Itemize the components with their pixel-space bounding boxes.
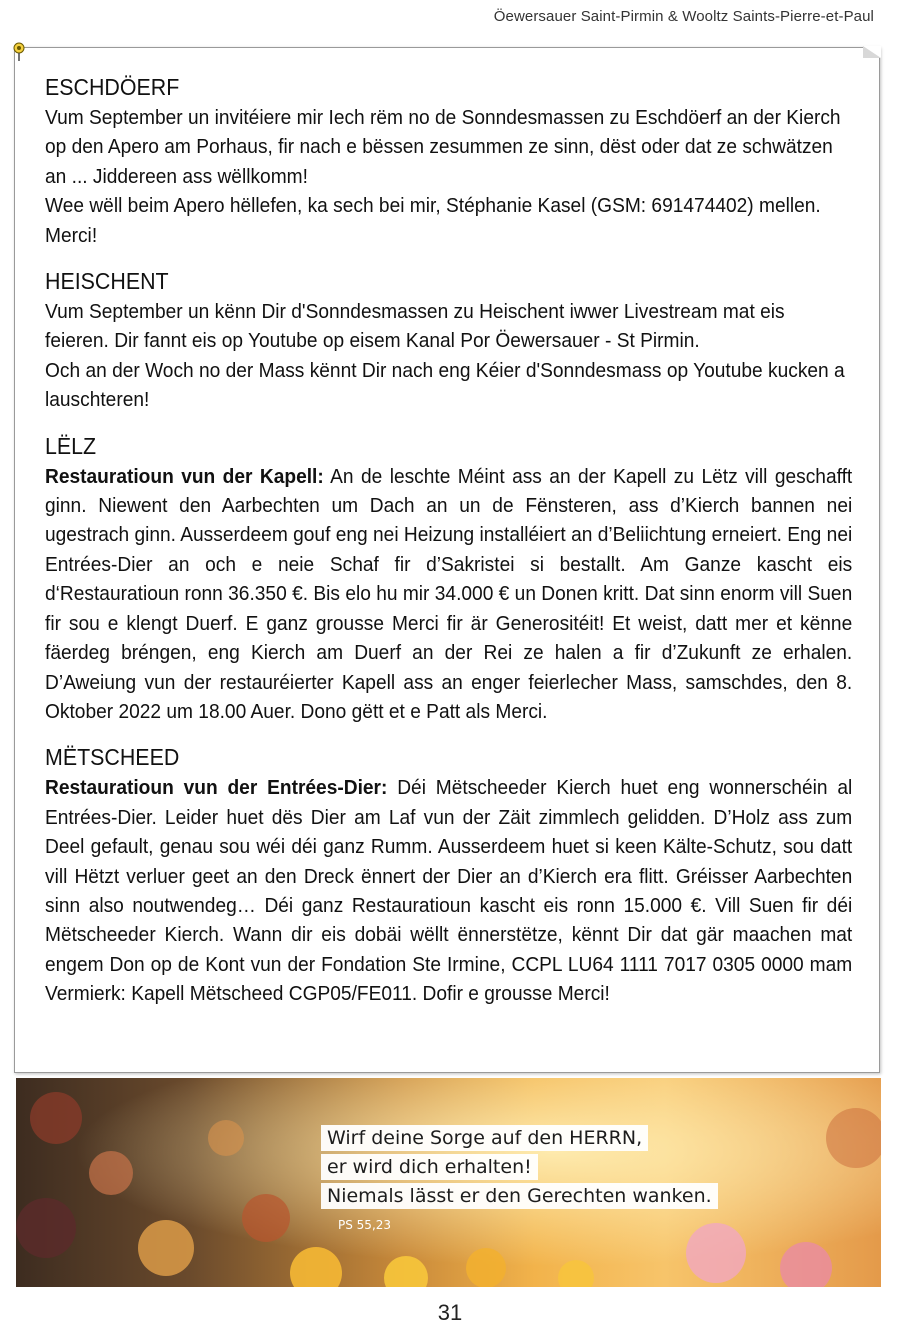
section-eschdoerf: [45, 72, 852, 250]
paragraph: [45, 462, 852, 727]
bible-verse-banner: [16, 1078, 881, 1287]
section-metscheed: [45, 742, 852, 1008]
paragraph-lead: Restauratioun vun der Kapell:: [45, 464, 324, 488]
verse-line: Wirf deine Sorge auf den HERRN,: [321, 1125, 648, 1151]
notice-content: [45, 72, 853, 1025]
notice-card: [14, 47, 880, 1073]
paragraph: Vum September un invitéiere mir Iech rëm no de Sonndesmassen zu Eschdöerf an der Kierch op den Apero am Porhaus, fir nach e bëssen zesummen ze sinn, dëst oder dat ze schwätzen an ... Jiddereen ass wëllkomm!: [45, 106, 841, 188]
section-heading: HEISCHENT: [45, 268, 169, 295]
paragraph-body: An de leschte Méint ass an der Kapell zu Lëtz vill geschafft ginn. Niewent den Aarbechten um Dach an un de Fënsteren, ass d’Kierch bannen nei ugestrach ginn. Ausserdeem gouf eng nei Heizung installéiert an d’Beliichtung erneiert. Eng nei Entrées-Dier an och e neie Schaf fir d’Sakristei si bestallt. Am Ganze kascht eis d‘Restauratioun ronn 36.350 €. Bis elo hu mir 34.000 € un Donen kritt. Dat sinn enorm vill Suen fir sou e klengt Duerf. E ganz grousse Merci fir är Generositéit! Et weist, datt mer et kënne fäerdeg bréngen, eng Kierch am Duerf an der Rei ze halen a fir d’Zukunft ze erhalen. D’Aweiung vun der restauréierter Kapell ass an enger feierlecher Mass, samschdes, den 8. Oktober 2022 um 18.00 Auer. Dono gëtt et e Patt als Merci.: [45, 464, 853, 723]
section-heischent: [45, 266, 852, 415]
paragraph: Och an der Woch no der Mass kënnt Dir nach eng Kéier d'Sonndesmass op Youtube kucken a lauschteren!: [45, 358, 845, 412]
verse-reference: PS 55,23: [338, 1218, 392, 1232]
paragraph: [45, 773, 852, 1008]
page-number: 31: [437, 1300, 463, 1325]
verse-line: Niemals lässt er den Gerechten wanken.: [321, 1183, 718, 1209]
running-header: Öewersauer Saint-Pirmin & Wooltz Saints-Pierre-et-Paul: [493, 8, 874, 25]
section-lelz: [45, 431, 852, 727]
pushpin-icon: [11, 42, 27, 62]
paragraph: Vum September un kënn Dir d'Sonndesmassen zu Heischent iwwer Livestream mat eis feieren. Dir fannt eis op Youtube op eisem Kanal Por Öewersauer - St Pirmin.: [45, 300, 785, 353]
section-heading: MËTSCHEED: [45, 744, 180, 771]
paragraph: Wee wëll beim Apero hëllefen, ka sech bei mir, Stéphanie Kasel (GSM: 691474402) mellen. Merci!: [45, 194, 821, 247]
paragraph-lead: Restauratioun vun der Entrées-Dier:: [45, 776, 388, 800]
page-curl: [863, 46, 881, 58]
paragraph-body: Déi Mëtscheeder Kierch huet eng wonnerschéin al Entrées-Dier. Leider huet dës Dier am Laf vun der Zäit zimmlech gelidden. D’Holz ass zum Deel gefault, genau sou wéi déi ganz Rumm. Ausserdeem huet si keen Kälte-Schutz, sou datt vill Hëtzt verluer geet an den Dreck ënnert der Dier an d’Kierch era flitt. Gréisser Aarbechten sinn also noutwendeg… Déi ganz Restauratioun kascht eis ronn 15.000 €. Vill Suen fir déi Mëtscheeder Kierch. Wann dir eis dobäi wëllt ënnerstëtze, kënnt Dir dat gär maachen mat engem Don op de Kont vun der Fondation Ste Irmine, CCPL LU64 1111 7017 0305 0000 mam Vermierk: Kapell Mëtscheed CGP05/FE011. Dofir e grousse Merci!: [45, 776, 853, 1006]
section-heading: ESCHDÖERF: [45, 74, 180, 100]
verse-line: er wird dich erhalten!: [321, 1154, 538, 1180]
section-heading: LËLZ: [45, 432, 97, 459]
